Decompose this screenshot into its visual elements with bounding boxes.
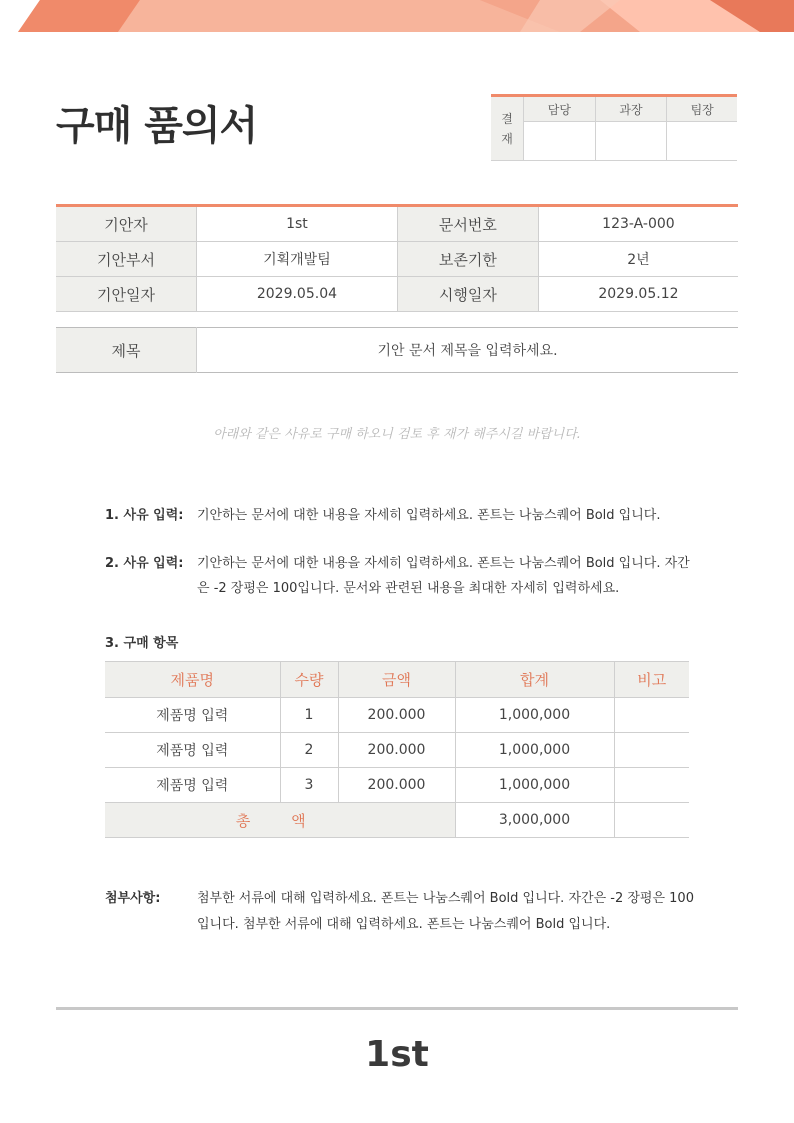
total-row	[105, 803, 689, 838]
info-value[interactable]: 123-A-000	[538, 206, 738, 242]
reason-label: 1. 사유 입력:	[105, 508, 184, 523]
column-header-sum: 합계	[455, 662, 614, 698]
total-label: 총 액	[105, 803, 455, 838]
approval-role-leader: 팀장	[667, 96, 737, 122]
info-label: 기안자	[56, 206, 197, 242]
info-label: 보존기한	[397, 242, 538, 277]
table-row	[105, 733, 689, 768]
subject-table	[56, 327, 738, 373]
reason-item	[105, 503, 695, 528]
note-cell[interactable]	[614, 733, 689, 768]
attachment-section	[105, 886, 695, 938]
purchase-heading: 3. 구매 항목	[105, 636, 179, 651]
info-row	[56, 277, 738, 312]
info-value[interactable]: 2029.05.04	[197, 277, 398, 312]
table-row	[105, 768, 689, 803]
price-cell[interactable]: 200.000	[338, 768, 455, 803]
quantity-cell[interactable]: 1	[280, 698, 338, 733]
total-value[interactable]: 3,000,000	[455, 803, 614, 838]
attachment-label: 첨부사항:	[105, 891, 161, 906]
info-value[interactable]: 2029.05.12	[538, 277, 738, 312]
column-header-price: 금액	[338, 662, 455, 698]
product-name-cell[interactable]: 제품명 입력	[105, 733, 280, 768]
info-label: 기안부서	[56, 242, 197, 277]
column-header-quantity: 수량	[280, 662, 338, 698]
approval-sign-manager[interactable]	[595, 122, 667, 161]
reason-label: 2. 사유 입력:	[105, 556, 184, 571]
approval-label: 결 재	[491, 96, 524, 161]
subject-label: 제목	[56, 328, 197, 373]
purchase-table	[105, 661, 689, 838]
info-row	[56, 206, 738, 242]
total-note-cell[interactable]	[614, 803, 689, 838]
column-header-product: 제품명	[105, 662, 280, 698]
reason-item	[105, 551, 695, 601]
product-name-cell[interactable]: 제품명 입력	[105, 698, 280, 733]
approval-role-staff: 담당	[524, 96, 596, 122]
note-cell[interactable]	[614, 698, 689, 733]
reason-text[interactable]: 기안하는 문서에 대한 내용을 자세히 입력하세요. 폰트는 나눔스퀘어 Bold 입니다. 자간은 -2 장평은 100입니다. 문서와 관련된 내용을 최대한 자세히 입력하세요.	[197, 556, 690, 596]
quantity-cell[interactable]: 3	[280, 768, 338, 803]
price-cell[interactable]: 200.000	[338, 733, 455, 768]
header-banner	[0, 0, 794, 32]
note-cell[interactable]	[614, 768, 689, 803]
request-notice: 아래와 같은 사유로 구매 하오니 검토 후 재가 해주시길 바랍니다.	[213, 427, 581, 442]
approval-sign-staff[interactable]	[524, 122, 596, 161]
sum-cell[interactable]: 1,000,000	[455, 733, 614, 768]
approval-box	[491, 94, 737, 161]
attachment-text[interactable]: 첨부한 서류에 대해 입력하세요. 폰트는 나눔스퀘어 Bold 입니다. 자간은 -2 장평은 100입니다. 첨부한 서류에 대해 입력하세요. 폰트는 나눔스퀘어 Bold 입니다.	[197, 891, 694, 932]
column-header-note: 비고	[614, 662, 689, 698]
footer-divider	[56, 1007, 738, 1010]
approval-sign-leader[interactable]	[667, 122, 737, 161]
quantity-cell[interactable]: 2	[280, 733, 338, 768]
product-name-cell[interactable]: 제품명 입력	[105, 768, 280, 803]
info-label: 기안일자	[56, 277, 197, 312]
subject-value[interactable]: 기안 문서 제목을 입력하세요.	[377, 343, 558, 359]
purchase-header-row	[105, 662, 689, 698]
info-row	[56, 242, 738, 277]
approval-role-manager: 과장	[595, 96, 667, 122]
page-title: 구매 품의서	[56, 103, 258, 149]
reason-text[interactable]: 기안하는 문서에 대한 내용을 자세히 입력하세요. 폰트는 나눔스퀘어 Bold 입니다.	[197, 508, 661, 523]
sum-cell[interactable]: 1,000,000	[455, 768, 614, 803]
info-value[interactable]: 2년	[538, 242, 738, 277]
sum-cell[interactable]: 1,000,000	[455, 698, 614, 733]
info-value[interactable]: 기획개발팀	[197, 242, 398, 277]
price-cell[interactable]: 200.000	[338, 698, 455, 733]
table-row	[105, 698, 689, 733]
info-label: 시행일자	[397, 277, 538, 312]
footer-brand: 1st	[365, 1034, 429, 1075]
info-value[interactable]: 1st	[197, 206, 398, 242]
document-info-table	[56, 204, 738, 312]
info-label: 문서번호	[397, 206, 538, 242]
